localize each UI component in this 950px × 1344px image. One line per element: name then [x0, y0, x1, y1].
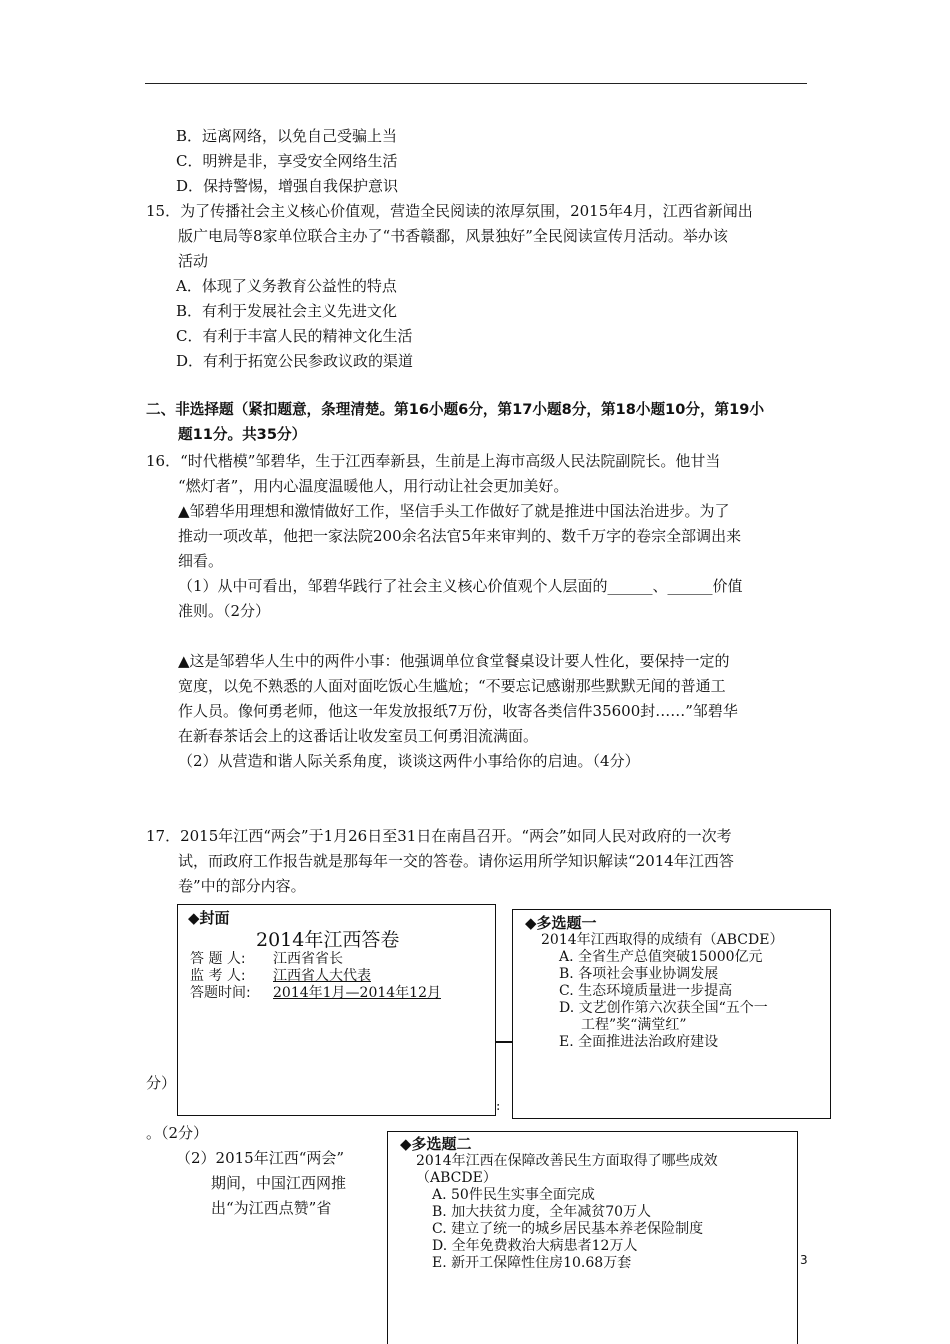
mc1-question: 2014年江西取得的成绩有（ABCDE） — [541, 932, 784, 948]
page-number: 3 — [800, 1253, 808, 1267]
mc2-box — [387, 1131, 798, 1344]
q15-stem-line3: 活动 — [178, 252, 209, 270]
mc1-option-e: E. 全面推进法治政府建设 — [559, 1034, 719, 1050]
q17-line2: 试，而政府工作报告就是那每年一交的答卷。请你运用所学知识解读“2014年江西答 — [178, 852, 734, 870]
mc2-heading: ◆多选题二 — [400, 1135, 472, 1153]
cover-time-label: 答题时间: — [190, 985, 251, 1001]
mc1-option-d-line2: 工程”奖“满堂红” — [581, 1017, 687, 1033]
q16-part2: （2）从营造和谐人际关系角度，谈谈这两件小事给你的启迪。（4分） — [178, 752, 640, 770]
mc1-option-d-line1: D. 文艺创作第六次获全国“五个一 — [559, 1000, 768, 1016]
mc2-option-e: E. 新开工保障性住房10.68万套 — [432, 1255, 632, 1271]
connector-line — [496, 1041, 512, 1043]
q14-option-d: D．保持警惕，增强自我保护意识 — [176, 177, 399, 195]
cover-proctor-value: 江西省人大代表 — [273, 968, 371, 984]
q16-line2: “燃灯者”，用内心温度温暖他人，用行动让社会更加美好。 — [178, 477, 569, 495]
q15-option-d: D．有利于拓宽公民参政议政的渠道 — [176, 352, 414, 370]
q17-line1: 17．2015年江西“两会”于1月26日至31日在南昌召开。“两会”如同人民对政府的一次考 — [146, 827, 732, 845]
mc1-option-b: B. 各项社会事业协调发展 — [559, 966, 719, 982]
q16-line3: ▲邹碧华用理想和激情做好工作，坚信手头工作做好了就是推进中国法治进步。为了 — [178, 502, 730, 520]
section2-heading-line1: 二、非选择题（紧扣题意，条理清楚。第16小题6分，第17小题8分，第18小题10分，第19小 — [146, 401, 765, 418]
q16-line9: 宽度，以免不熟悉的人面对面吃饭心生尴尬；“不要忘记感谢那些默默无闻的普通工 — [178, 677, 726, 695]
cover-proctor-label: 监 考 人: — [190, 968, 246, 984]
cover-box — [177, 904, 496, 1116]
q16-line10: 作人员。像何勇老师，他这一年发放报纸7万份，收寄各类信件35600封……”邹碧华 — [178, 702, 738, 720]
q17-part2-line3: 出“为江西点赞”省 — [211, 1199, 332, 1217]
q15-option-b: B．有利于发展社会主义先进文化 — [176, 302, 398, 320]
q16-line5: 细看。 — [178, 552, 224, 570]
q14-option-c: C．明辨是非，享受安全网络生活 — [176, 152, 398, 170]
q16-part1-line2: 准则。（2分） — [178, 602, 271, 620]
q16-line4: 推动一项改革，他把一家法院200余名法官5年来审判的、数千万字的卷宗全部调出来 — [178, 527, 742, 545]
mc1-option-c: C. 生态环境质量进一步提高 — [559, 983, 733, 999]
colon-mark: : — [496, 1099, 501, 1114]
q14-option-b: B．远离网络，以免自己受骗上当 — [176, 127, 398, 145]
cover-heading: ◆封面 — [188, 909, 230, 927]
cover-time-value: 2014年1月—2014年12月 — [273, 985, 441, 1001]
q17-fragment-score: 分） — [146, 1074, 177, 1092]
mc2-option-d: D. 全年免费救治大病患者12万人 — [432, 1238, 638, 1254]
q16-line8: ▲这是邹碧华人生中的两件小事：他强调单位食堂餐桌设计要人性化，要保持一定的 — [178, 652, 730, 670]
q15-stem-line2: 版广电局等8家单位联合主办了“书香赣鄱，风景独好”全民阅读宣传月活动。举办该 — [178, 227, 728, 245]
q15-stem-line1: 15．为了传播社会主义核心价值观，营造全民阅读的浓厚氛围，2015年4月，江西省新闻出 — [146, 202, 753, 220]
mc2-option-b: B. 加大扶贫力度，全年减贫70万人 — [432, 1204, 652, 1220]
q16-part1-line1: （1）从中可看出，邹碧华践行了社会主义核心价值观个人层面的______、______价值 — [178, 577, 743, 595]
q16-line1: 16．“时代楷模”邹碧华，生于江西奉新县，生前是上海市高级人民法院副院长。他甘当 — [146, 452, 721, 470]
cover-answerer-value: 江西省省长 — [273, 951, 343, 967]
mc2-question-line1: 2014年江西在保障改善民生方面取得了哪些成效 — [416, 1153, 718, 1169]
mc1-heading: ◆多选题一 — [525, 914, 597, 932]
header-rule — [145, 83, 807, 84]
q17-part1-score: 。（2分） — [146, 1124, 209, 1142]
q17-part2-line1: （2）2015年江西“两会” — [176, 1149, 345, 1167]
cover-title: 2014年江西答卷 — [256, 929, 400, 951]
q17-part2-line2: 期间，中国江西网推 — [211, 1174, 347, 1192]
mc2-question-line2: （ABCDE） — [416, 1170, 497, 1186]
mc1-option-a: A. 全省生产总值突破15000亿元 — [559, 949, 763, 965]
q16-line11: 在新春茶话会上的这番话让收发室员工何勇泪流满面。 — [178, 727, 539, 745]
mc1-box — [512, 909, 831, 1119]
q15-option-a: A．体现了义务教育公益性的特点 — [176, 277, 397, 295]
q15-option-c: C．有利于丰富人民的精神文化生活 — [176, 327, 413, 345]
mc2-option-c: C. 建立了统一的城乡居民基本养老保险制度 — [432, 1221, 704, 1237]
section2-heading-line2: 题11分。共35分） — [178, 426, 307, 443]
q17-line3: 卷”中的部分内容。 — [178, 877, 306, 895]
cover-answerer-label: 答 题 人: — [190, 951, 246, 967]
mc2-option-a: A. 50件民生实事全面完成 — [432, 1187, 595, 1203]
